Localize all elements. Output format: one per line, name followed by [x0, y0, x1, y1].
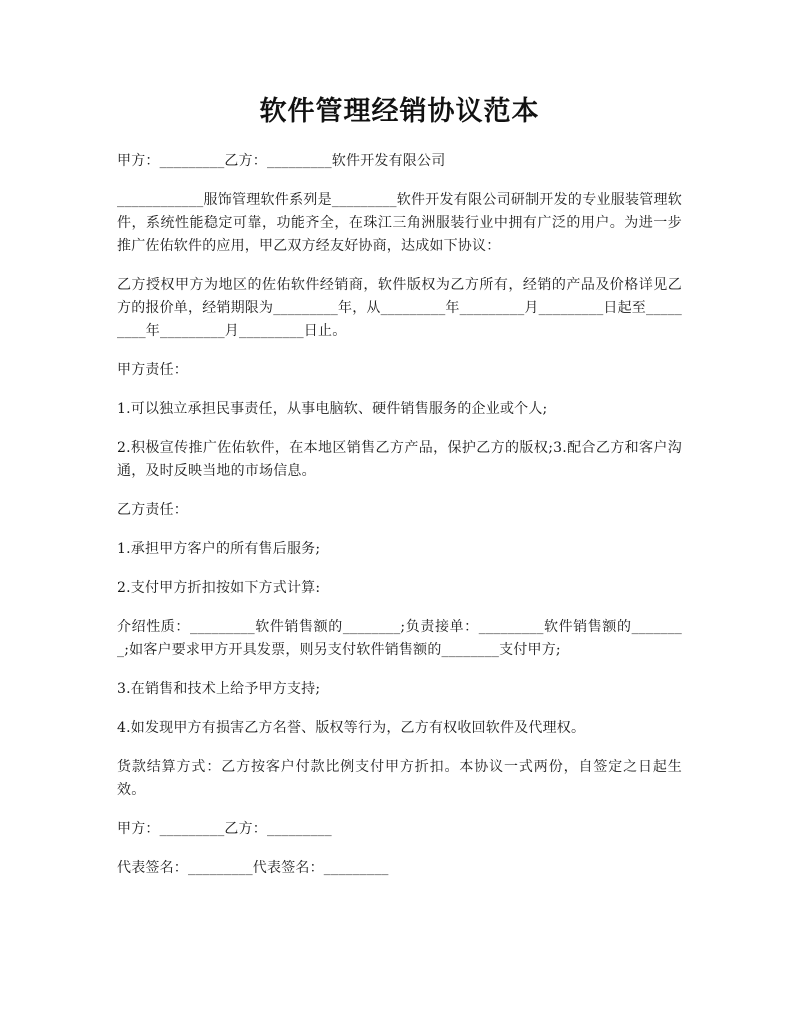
- party-a-duties-heading: 甲方责任：: [117, 362, 188, 378]
- party-b-duty-4: 4.如发现甲方有损害乙方名誉、版权等行为，乙方有权收回软件及代理权。: [117, 720, 586, 736]
- authorization-paragraph: 乙方授权甲方为地区的佐佑软件经销商，软件版权为乙方所有，经销的产品及价格详见乙方的报价单，经销期限为_________年，从_________年_________月_________日起至_________年_________月_________日止。: [117, 277, 682, 339]
- signature-representatives: 代表签名：_________代表签名：_________: [117, 860, 389, 876]
- document-title: 软件管理经销协议范本: [259, 96, 540, 127]
- commission-terms: 介绍性质：_________软件销售额的________;负责接单：_________软件销售额的________;如客户要求甲方开具发票，则另支付软件销售额的________支付甲方;: [117, 619, 682, 658]
- party-header: 甲方：_________乙方：_________软件开发有限公司: [117, 153, 446, 169]
- party-a-duty-1: 1.可以独立承担民事责任，从事电脑软、硬件销售服务的企业或个人;: [117, 401, 548, 417]
- payment-terms: 货款结算方式：乙方按客户付款比例支付甲方折扣。本协议一式两份，自签定之日起生效。: [117, 759, 682, 798]
- signature-parties: 甲方：_________乙方：_________: [117, 821, 332, 837]
- party-b-duty-2: 2.支付甲方折扣按如下方式计算:: [117, 580, 321, 596]
- party-b-duties-heading: 乙方责任：: [117, 502, 188, 518]
- intro-paragraph: ____________服饰管理软件系列是_________软件开发有限公司研制开发的专业服装管理软件，系统性能稳定可靠，功能齐全，在珠江三角洲服装行业中拥有广泛的用户。为进一步推广佐佑软件的应用，甲乙双方经友好协商，达成如下协议：: [117, 192, 682, 254]
- party-a-duty-2: 2.积极宣传推广佐佑软件，在本地区销售乙方产品，保护乙方的版权;3.配合乙方和客户沟通，及时反映当地的市场信息。: [117, 440, 682, 479]
- document-page: [117, 92, 682, 896]
- party-b-duty-1: 1.承担甲方客户的所有售后服务;: [117, 541, 321, 557]
- party-b-duty-3: 3.在销售和技术上给予甲方支持;: [117, 681, 321, 697]
